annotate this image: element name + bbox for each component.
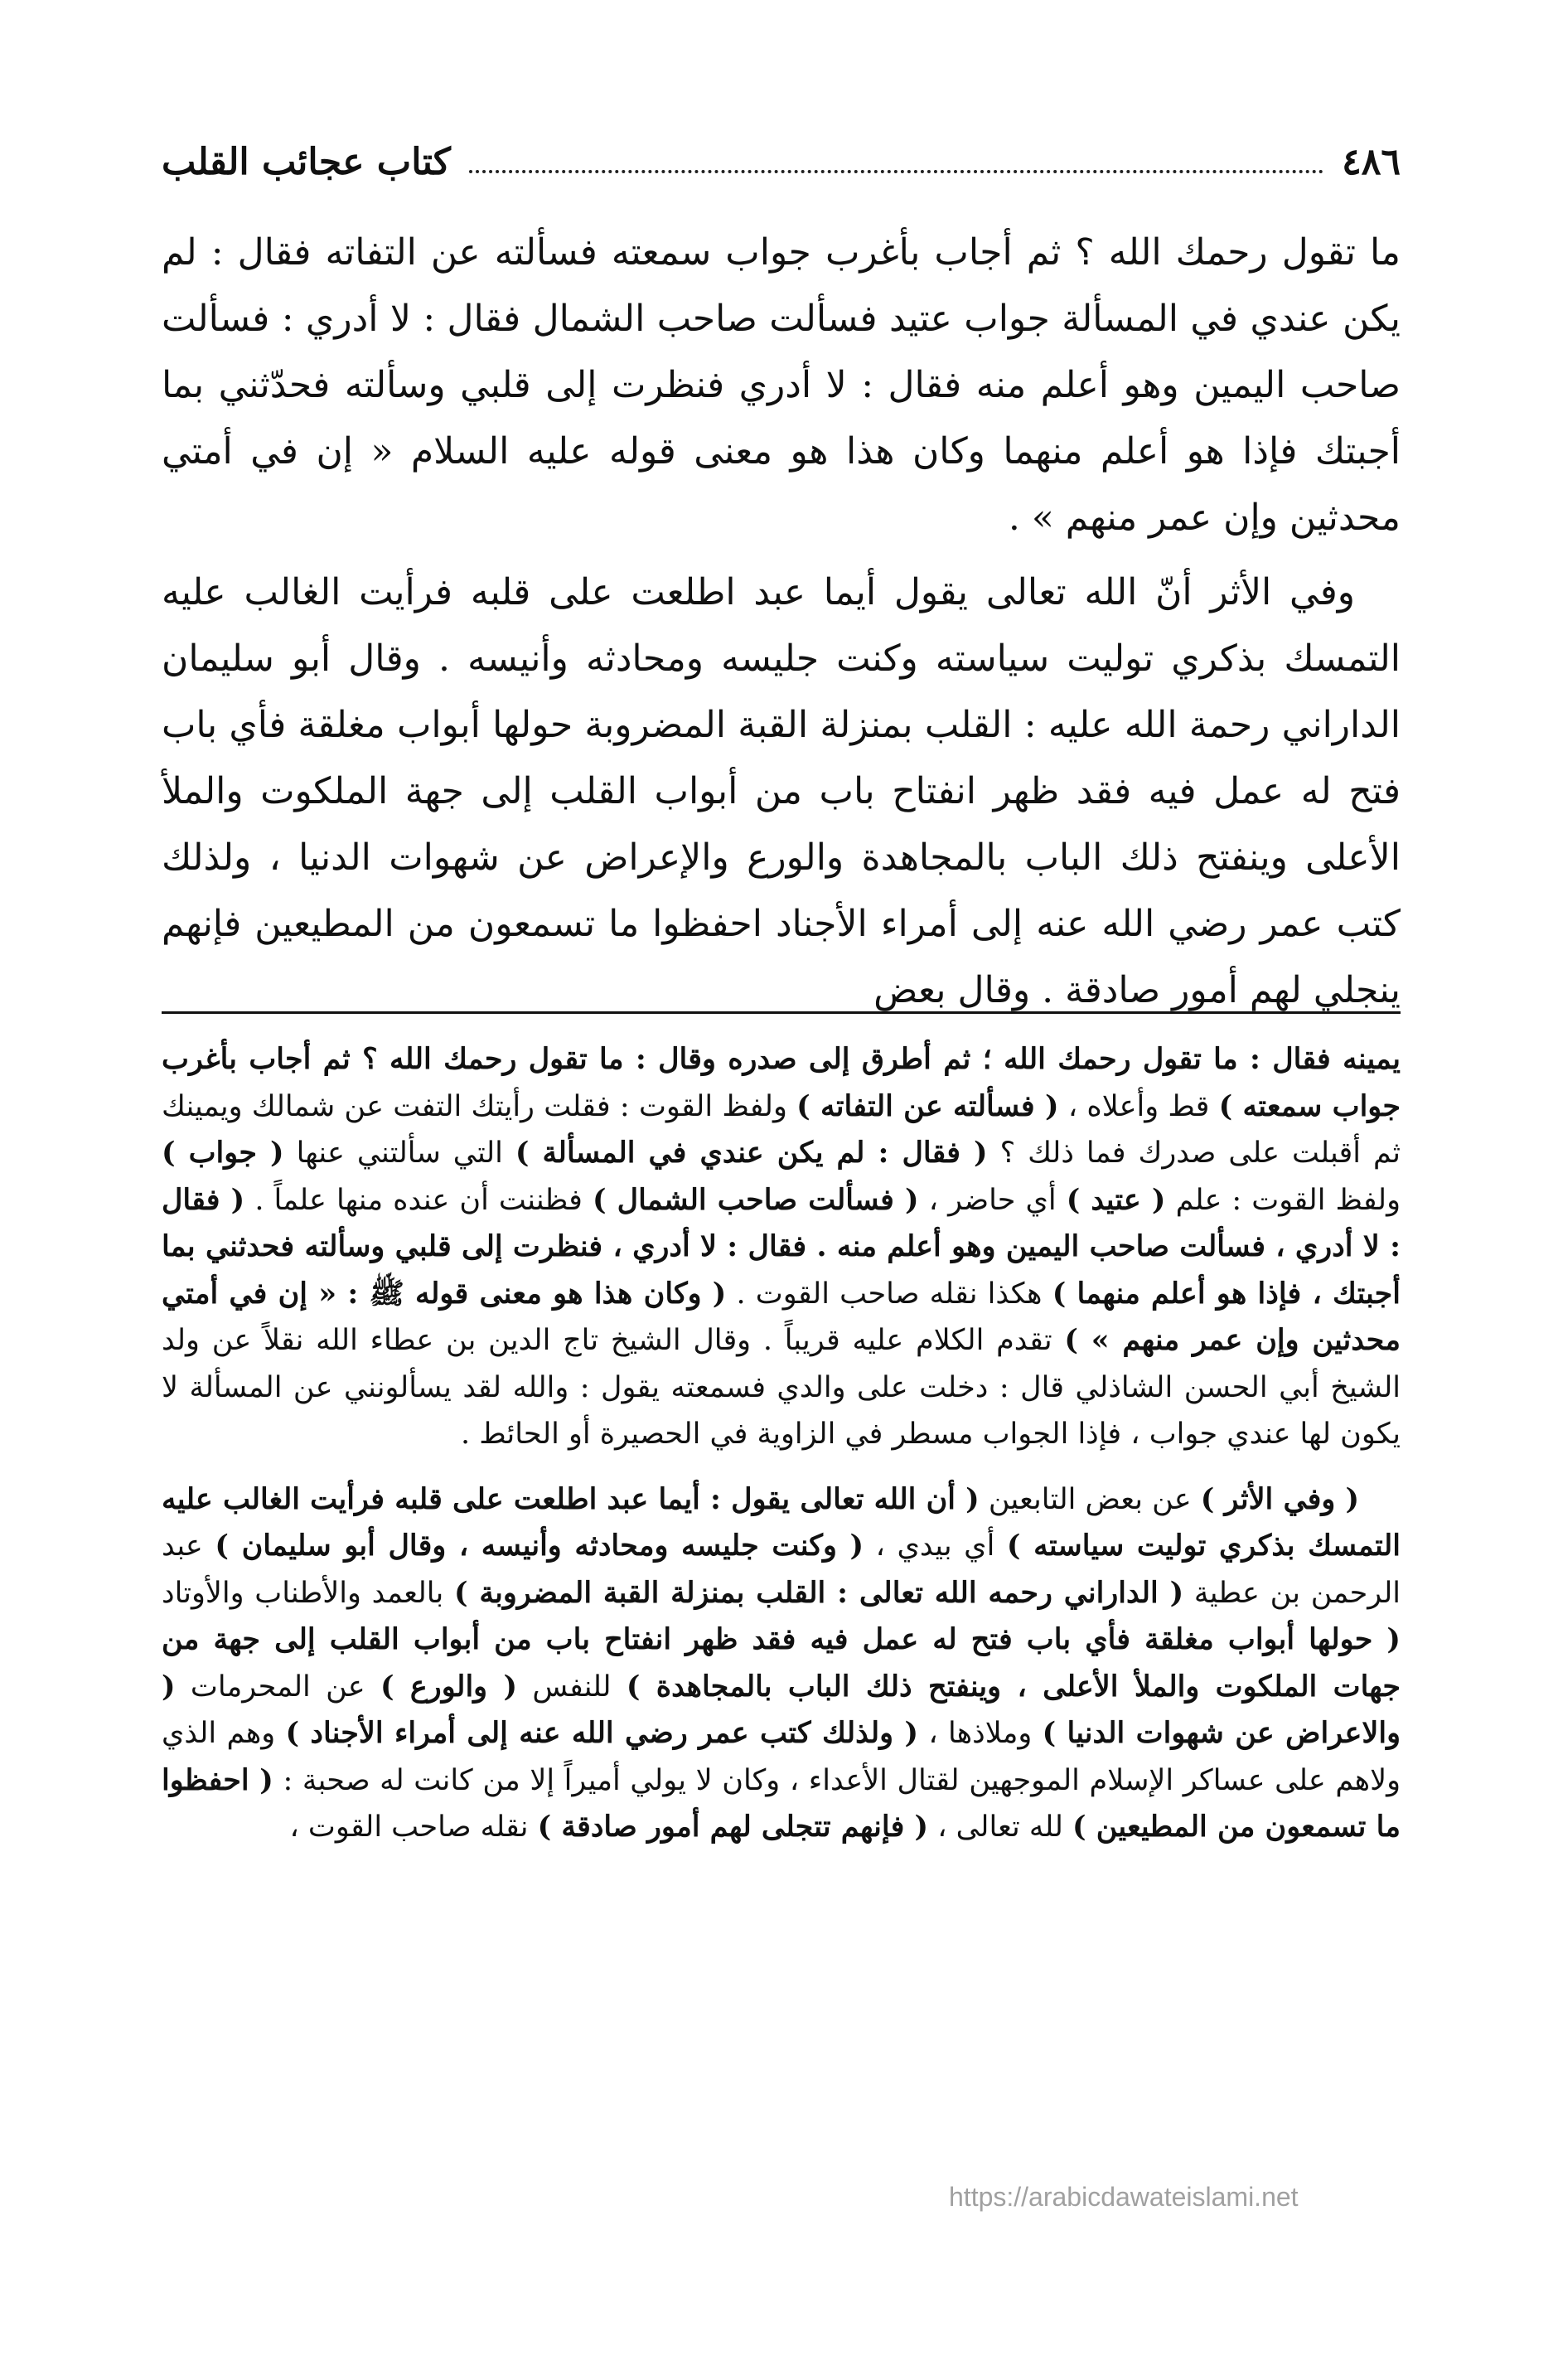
explanation-text: عن المحرمات bbox=[175, 1670, 380, 1704]
explanation-text: أي حاضر ، bbox=[918, 1183, 1067, 1217]
quoted-text: ( ولذلك كتب عمر رضي الله عنه إلى أمراء الأجناد ) bbox=[285, 1716, 919, 1750]
explanation-text: فظننت أن عنده منها علماً . bbox=[244, 1183, 593, 1217]
quoted-text: ( وكنت جليسه ومحادثه وأنيسه ، وقال أبو سليمان ) bbox=[215, 1529, 864, 1563]
quoted-text: ( أن الله تعالى يقول : أيما عبد اطلعت على قلبه فرأيت الغالب عليه التمسك بذكري توليت سياسته ) bbox=[162, 1481, 1401, 1563]
quoted-text: ( فقال : لا أدري ، فسألت صاحب اليمين وهو أعلم منه . فقال : لا أدري ، فنظرت إلى قلبي وسألته فحدثني بما أجبتك ، فإذا هو أعلم منهما ) bbox=[162, 1182, 1401, 1311]
quoted-text: ( حولها أبواب مغلقة فأي باب فتح له عمل فيه فقد ظهر انفتاح باب من أبواب القلب إلى جهة من جهات الملكوت والملأ الأعلى ، وينفتح ذلك الباب بالمجاهدة ) bbox=[162, 1622, 1401, 1704]
quoted-text: ( والورع ) bbox=[380, 1669, 518, 1704]
explanation-text: تقدم الكلام عليه قريباً . وقال الشيخ تاج الدين بن عطاء الله نقلاً عن ولد الشيخ أبي الحسن الشاذلي قال : دخلت على والدي فسمعته يقول : والله لقد يسألونني عن المسألة لا يكون لها عندي جواب ، فإذا الجواب مسطر في الزاوية في الحصيرة أو الحائط . bbox=[162, 1324, 1401, 1451]
page-header bbox=[162, 133, 1401, 191]
main-text bbox=[162, 220, 1401, 1024]
quoted-text: ( جواب ) bbox=[162, 1136, 284, 1170]
quoted-text: يمينه فقال : ما تقول رحمك الله ؛ ثم أطرق إلى صدره وقال : ما تقول رحمك الله ؟ ثم أجاب بأغرب جواب سمعته ) bbox=[162, 1042, 1401, 1123]
explanation-text: ولفظ القوت : فقلت رأيتك التفت عن شمالك ويمينك ثم أقبلت على صدرك فما ذلك ؟ bbox=[162, 1089, 1401, 1170]
quoted-text: ( احفظوا ما تسمعون من المطيعين ) bbox=[162, 1762, 1401, 1844]
footnote-divider bbox=[162, 1011, 1401, 1014]
explanation-text: وملاذها ، bbox=[918, 1717, 1043, 1750]
header-dotted-leader bbox=[469, 170, 1323, 173]
explanation-text: نقله صاحب القوت ، bbox=[289, 1810, 538, 1844]
explanation-text: لله تعالى ، bbox=[928, 1810, 1073, 1844]
explanation-text: أي بيدي ، bbox=[864, 1529, 1007, 1563]
quoted-text: ( فسألته عن التفاته ) bbox=[796, 1088, 1059, 1123]
main-paragraph: ما تقول رحمك الله ؟ ثم أجاب بأغرب جواب سمعته فسألته عن التفاته فقال : لم يكن عندي في المسألة جواب عتيد فسألت صاحب الشمال فقال : لا أدري : فسألت صاحب اليمين وهو أعلم منه فقال : لا أدري فنظرت إلى قلبي وسألته فحدّثني بما أجبتك فإذا هو أعلم منهما وكان هذا هو معنى قوله عليه السلام « إن في أمتي محدثين وإن عمر منهم » . bbox=[162, 231, 1401, 539]
explanation-text: قط وأعلاه ، bbox=[1058, 1089, 1219, 1123]
quoted-text: ( الداراني رحمه الله تعالى : القلب بمنزلة القبة المضروبة ) bbox=[453, 1575, 1184, 1610]
quoted-text: ( فقال : لم يكن عندي في المسألة ) bbox=[515, 1136, 988, 1170]
quoted-text: ( فإنهم تتجلى لهم أمور صادقة ) bbox=[537, 1810, 929, 1844]
explanation-text: التي سألتني عنها bbox=[283, 1137, 515, 1170]
commentary bbox=[162, 1036, 1401, 1851]
page-number: ٤٨٦ bbox=[1342, 140, 1401, 183]
explanation-text: هكذا نقله صاحب القوت . bbox=[726, 1277, 1052, 1311]
quoted-text: ( وفي الأثر ) bbox=[1200, 1481, 1360, 1516]
quoted-text: ( فسألت صاحب الشمال ) bbox=[592, 1182, 919, 1217]
main-paragraph: وفي الأثر أنّ الله تعالى يقول أيما عبد اطلعت على قلبه فرأيت الغالب عليه التمسك بذكري توليت سياسته وكنت جليسه ومحادثه وأنيسه . وقال أبو سليمان الداراني رحمة الله عليه : القلب بمنزلة القبة المضروبة حولها أبواب مغلقة فأي باب فتح له عمل فيه فقد ظهر انفتاح باب من أبواب القلب إلى جهة الملكوت والملأ الأعلى وينفتح ذلك الباب بالمجاهدة والورع والإعراض عن شهوات الدنيا ، ولذلك كتب عمر رضي الله عنه إلى أمراء الأجناد احفظوا ما تسمعون من المطيعين فإنهم ينجلي لهم أمور صادقة . وقال بعض bbox=[162, 571, 1401, 1011]
explanation-text: بالعمد والأطناب والأوتاد bbox=[162, 1576, 454, 1610]
explanation-text: عن بعض التابعين bbox=[979, 1482, 1201, 1516]
explanation-text: للنفس bbox=[517, 1670, 627, 1704]
quoted-text: ( والاعراض عن شهوات الدنيا ) bbox=[162, 1669, 1401, 1750]
watermark-url: https://arabicdawateislami.net bbox=[949, 2182, 1299, 2212]
quoted-text: ( وكان هذا هو معنى قوله ﷺ : « إن في أمتي محدثين وإن عمر منهم » ) bbox=[162, 1276, 1401, 1357]
commentary-paragraph bbox=[162, 1036, 1401, 1458]
explanation-text: وهم الذي ولاهم على عساكر الإسلام الموجهين لقتال الأعداء ، وكان لا يولي أميراً إلا من كانت له صحبة : bbox=[162, 1717, 1401, 1797]
explanation-text: عبد الرحمن بن عطية bbox=[162, 1529, 1401, 1610]
commentary-paragraph bbox=[162, 1476, 1401, 1851]
quoted-text: ( عتيد ) bbox=[1066, 1182, 1166, 1217]
explanation-text: ولفظ القوت : علم bbox=[1165, 1183, 1401, 1217]
book-title: كتاب عجائب القلب bbox=[162, 140, 451, 183]
